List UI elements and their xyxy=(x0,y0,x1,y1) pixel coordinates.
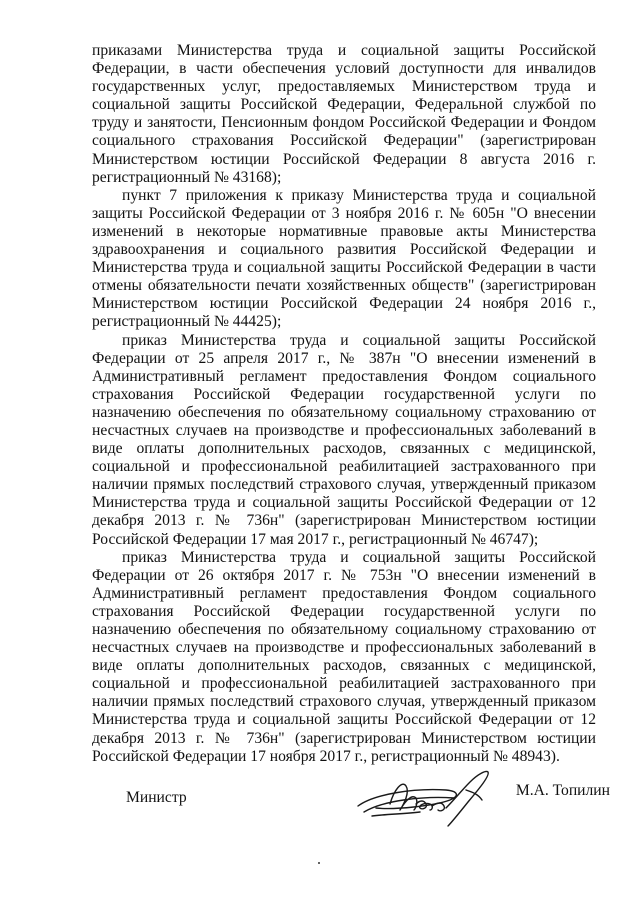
document-body xyxy=(92,42,596,766)
signatory-position: Министр xyxy=(126,789,187,806)
paragraph-order-387n: приказ Министерства труда и социальной защиты Российской Федерации от 25 апреля 2017 г., № 387н "О внесении изменений в Административный регламент предоставления Фондом социального страхования Российской Федерации государственной услуги по назначению обеспечения по обязательному социальному страхованию от несчастных случаев на производстве и профессиональных заболеваний в виде оплаты дополнительных расходов, связанных с медицинской, социальной и профессиональной реабилитацией застрахованного при наличии прямых последствий страхового случая, утвержденный приказом Министерства труда и социальной защиты Российской Федерации от 12 декабря 2013 г. № 736н" (зарегистрирован Министерством юстиции Российской Федерации 17 мая 2017 г., регистрационный № 46747); xyxy=(92,331,596,548)
signatory-name: М.А. Топилин xyxy=(515,782,610,799)
signature-block xyxy=(92,760,610,840)
paragraph-point-7-order-605n: пункт 7 приложения к приказу Министерства труда и социальной защиты Российской Федерации от 3 ноября 2016 г. № 605н "О внесении изменений в некоторые нормативные правовые акты Министерства здравоохранения и социального развития Российской Федерации и Министерства труда и социальной защиты Российской Федерации в части отмены обязательности печати хозяйственных обществ" (зарегистрирован Министерством юстиции Российской Федерации 24 ноября 2016 г., регистрационный № 44425); xyxy=(92,186,596,331)
paragraph-orders-list-continuation: приказами Министерства труда и социальной защиты Российской Федерации, в части обеспечения условий доступности для инвалидов государственных услуг, предоставляемых Министерством труда и социальной защиты Российской Федерации, Федеральной службой по труду и занятости, Пенсионным фондом Российской Федерации и Фондом социального страхования Российской Федерации" (зарегистрирован Министерством юстиции Российской Федерации 8 августа 2016 г. регистрационный № 43168); xyxy=(92,42,596,186)
handwritten-signature-icon xyxy=(354,760,514,840)
paragraph-order-753n: приказ Министерства труда и социальной защиты Российской Федерации от 26 октября 2017 г. № 753н "О внесении изменений в Административный регламент предоставления Фондом социального страхования Российской Федерации государственной услуги по назначению обеспечения по обязательному социальному страхованию от несчастных случаев на производстве и профессиональных заболеваний в виде оплаты дополнительных расходов, связанных с медицинской, социальной и профессиональной реабилитацией застрахованного при наличии прямых последствий страхового случая, утвержденный приказом Министерства труда и социальной защиты Российской Федерации от 12 декабря 2013 г. № 736н" (зарегистрирован Министерством юстиции Российской Федерации 17 ноября 2017 г., регистрационный № 48943). xyxy=(92,548,596,765)
scan-artifact xyxy=(318,862,320,864)
